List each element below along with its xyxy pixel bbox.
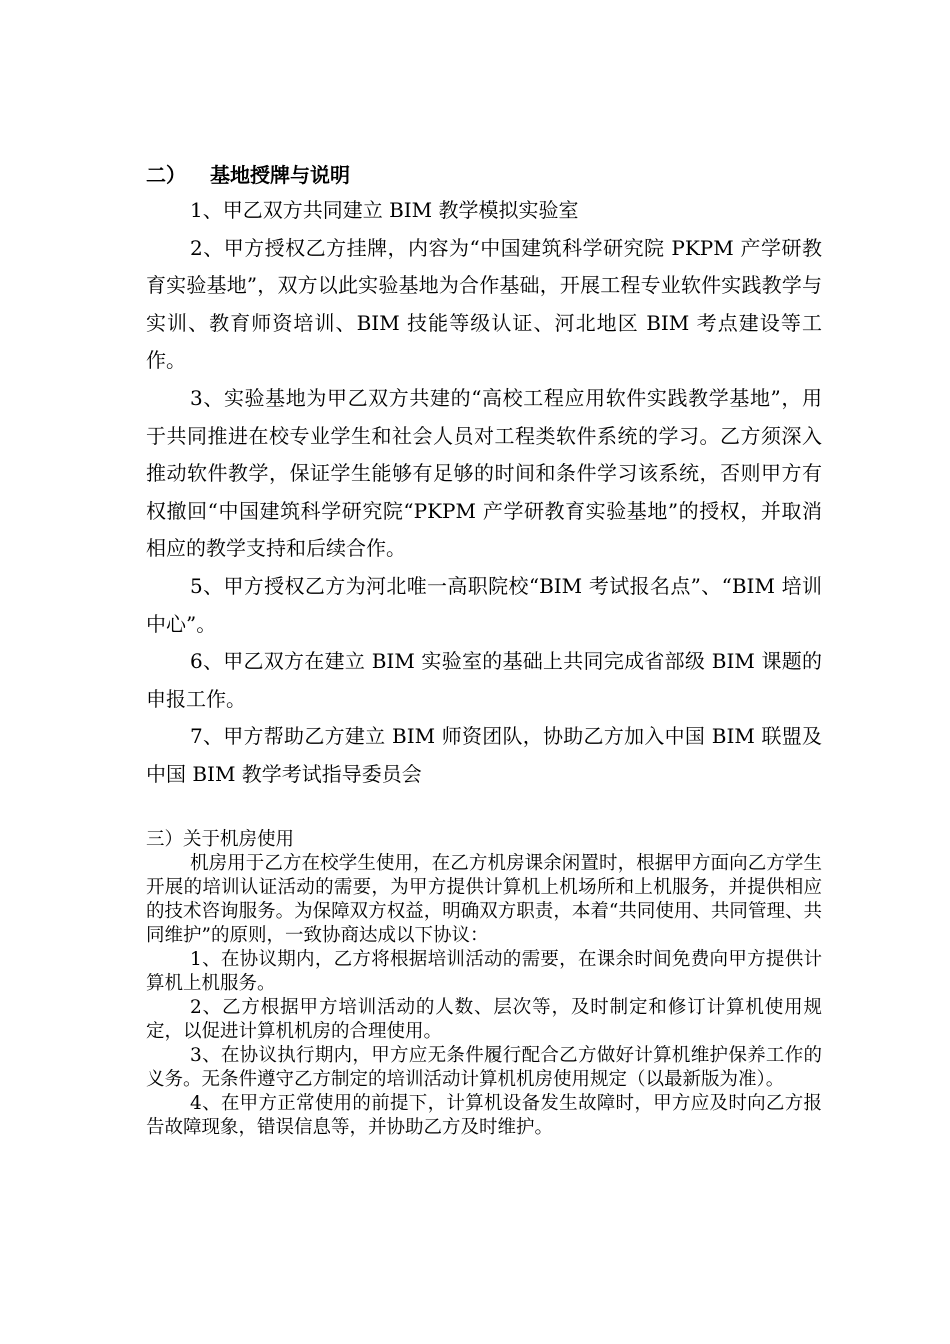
paragraph-item-7: 7、甲方帮助乙方建立 BIM 师资团队，协助乙方加入中国 BIM 联盟及中国 BIM 教学考试指导委员会 (146, 724, 822, 786)
paragraph-item-1: 1、甲乙双方共同建立 BIM 教学模拟实验室 (190, 198, 579, 222)
section-base-authorization (146, 158, 822, 794)
paragraph-item-5: 5、甲方授权乙方为河北唯一高职院校“BIM 考试报名点”、“BIM 培训中心”。 (146, 573, 822, 636)
paragraph-item-4: 4、在甲方正常使用的前提下，计算机设备发生故障时，甲方应及时向乙方报告故障现象，错误信息等，并协助乙方及时维护。 (146, 1093, 822, 1138)
section-number: 二） (146, 163, 186, 187)
section-title: 三）关于机房使用 (146, 829, 295, 850)
paragraph-item-3: 3、在协议执行期内，甲方应无条件履行配合乙方做好计算机维护保养工作的义务。无条件遵守乙方制定的培训活动计算机机房使用规定（以最新版为准）。 (146, 1045, 822, 1090)
paragraph-item-1: 1、在协议期内，乙方将根据培训活动的需要，在课余时间免费向甲方提供计算机上机服务。 (146, 949, 822, 994)
section-computer-room-usage (146, 828, 822, 1140)
paragraph-item-2: 2、乙方根据甲方培训活动的人数、层次等，及时制定和修订计算机使用规定，以促进计算机机房的合理使用。 (146, 997, 822, 1042)
paragraph-intro: 机房用于乙方在校学生使用，在乙方机房课余闲置时，根据甲方面向乙方学生开展的培训认证活动的需要，为甲方提供计算机上机场所和上机服务，并提供相应的技术咨询服务。为保障双方权益，明确双方职责，本着“共同使用、共同管理、共同维护”的原则，一致协商达成以下协议： (146, 853, 822, 946)
section-heading (146, 158, 822, 192)
paragraph-item-6: 6、甲乙双方在建立 BIM 实验室的基础上共同完成省部级 BIM 课题的申报工作。 (146, 649, 822, 711)
section-title: 基地授牌与说明 (210, 163, 350, 187)
paragraph-item-2: 2、甲方授权乙方挂牌，内容为“中国建筑科学研究院 PKPM 产学研教育实验基地”，双方以此实验基地为合作基础，开展工程专业软件实践教学与实训、教育师资培训、BIM 技能等级认证、河北地区 BIM 考点建设等工作。 (146, 235, 822, 373)
paragraph-item-3: 3、实验基地为甲乙双方共建的“高校工程应用软件实践教学基地”，用于共同推进在校专业学生和社会人员对工程类软件系统的学习。乙方须深入推动软件教学，保证学生能够有足够的时间和条件学习该系统，否则甲方有权撤回“中国建筑科学研究院“PKPM 产学研教育实验基地”的授权，并取消相应的教学支持和后续合作。 (146, 385, 822, 561)
